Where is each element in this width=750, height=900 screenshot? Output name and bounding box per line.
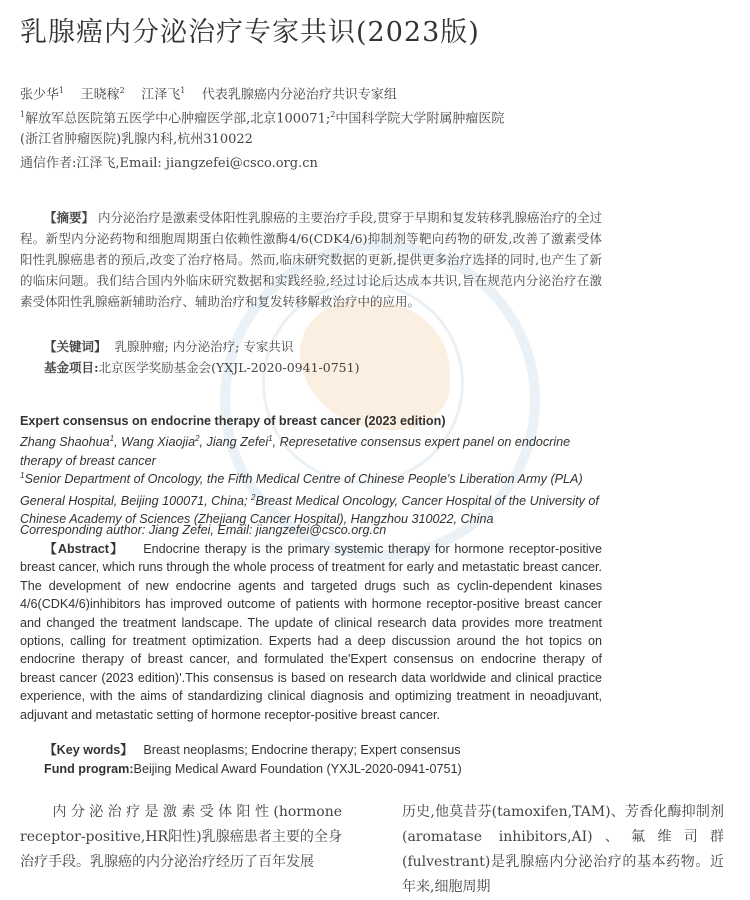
corresponding-author-zh: 通信作者:江泽飞,Email: jiangzefei@csco.org.cn (20, 156, 318, 171)
abstract-en: 【Abstract】 Endocrine therapy is the primary systemic therapy for hormone receptor-positive breast cancer, which runs through the whole process of treatment for early and metastatic breast cancer. The development of new endocrine agents and targeted drugs such as cyclin-dependent kinases 4/6(CDK4/6)inhibitors has improved outcome of patients with hormone receptor-positive breast cancer and changed the treatment landscape. The update of clinical research data provides more treatment options, calling for treatment optimization. Experts had a deep discussion around the hot topics on endocrine therapy of breast cancer, and formulated the'Expert consensus on endocrine therapy of breast cancer (2023 edition)'.This consensus is based on research data worldwide and clinical practice experience, with the aims of standardizing clinical diagnosis and optimizing treatment in neoadjuvant, adjuvant and metastatic setting of hormone receptor-positive breast cancer. (20, 542, 602, 722)
affiliation-zh-line1: $^1$解放军总医院第五医学中心肿瘤医学部,北京100071;$^2$中国科学院大学附属肿瘤医院 (20, 110, 505, 127)
authors-zh: 张少华$^1$ 王晓稼$^2$ 江泽飞$^1$ 代表乳腺癌内分泌治疗共识专家组 (20, 86, 397, 103)
paper-title: 乳腺癌内分泌治疗专家共识(2023版) (20, 17, 480, 48)
corresponding-author-en: Corresponding author: Jiang Zefei, Email: jiangzefei@csco.org.cn (20, 523, 387, 537)
body-column-right: 历史,他莫昔芬(tamoxifen,TAM)、芳香化酶抑制剂(aromatase inhibitors,AI)、氟维司群(fulvestrant)是乳腺癌内分泌治疗的基本药物。近年来,细胞周期 (402, 804, 724, 895)
authors-en: Zhang Shaohua$^1$, Wang Xiaojia$^2$, Jiang Zefei$^1$, Represetative consensus expert panel on endocrine therapy of breast cancer (20, 434, 571, 468)
fund-zh: 基金项目:北京医学奖励基金会(YXJL-2020-0941-0751) (44, 360, 360, 375)
affiliations-en: $^1$Senior Department of Oncology, the Fifth Medical Centre of Chinese People's Liberation Army (PLA) General Hospital, Beijing 100071, China; $^2$Breast Medical Oncology, Cancer Hospital of the University of Chinese Academy of Sciences (Zhejiang Cancer Hospital), Hangzhou 310022, China (20, 471, 599, 527)
affiliation-zh-line2: (浙江省肿瘤医院)乳腺内科,杭州310022 (20, 132, 253, 147)
fund-en: Fund program:Beijing Medical Award Foundation (YXJL-2020-0941-0751) (44, 762, 462, 776)
abstract-zh: 【摘要】 内分泌治疗是激素受体阳性乳腺癌的主要治疗手段,贯穿于早期和复发转移乳腺癌治疗的全过程。新型内分泌药物和细胞周期蛋白依赖性激酶4/6(CDK4/6)抑制剂等靶向药物的研发,改善了激素受体阳性乳腺癌患者的预后,改变了治疗格局。然而,临床研究数据的更新,提供更多治疗选择的同时,也产生了新的临床问题。我们结合国内外临床研究数据和实践经验,经过讨论后达成本共识,旨在规范内分泌治疗在激素受体阳性乳腺癌新辅助治疗、辅助治疗和复发转移解救治疗中的应用。 (20, 210, 602, 309)
keywords-zh: 【关键词】 乳腺肿瘤; 内分泌治疗; 专家共识 (44, 339, 294, 354)
keywords-en: 【Key words】 Breast neoplasms; Endocrine therapy; Expert consensus (44, 743, 461, 757)
body-column-left: 内分泌治疗是激素受体阳性(hormone receptor-positive,HR阳性)乳腺癌患者主要的全身治疗手段。乳腺癌的内分泌治疗经历了百年发展 (20, 804, 342, 870)
title-en: Expert consensus on endocrine therapy of breast cancer (2023 edition) (20, 414, 446, 428)
